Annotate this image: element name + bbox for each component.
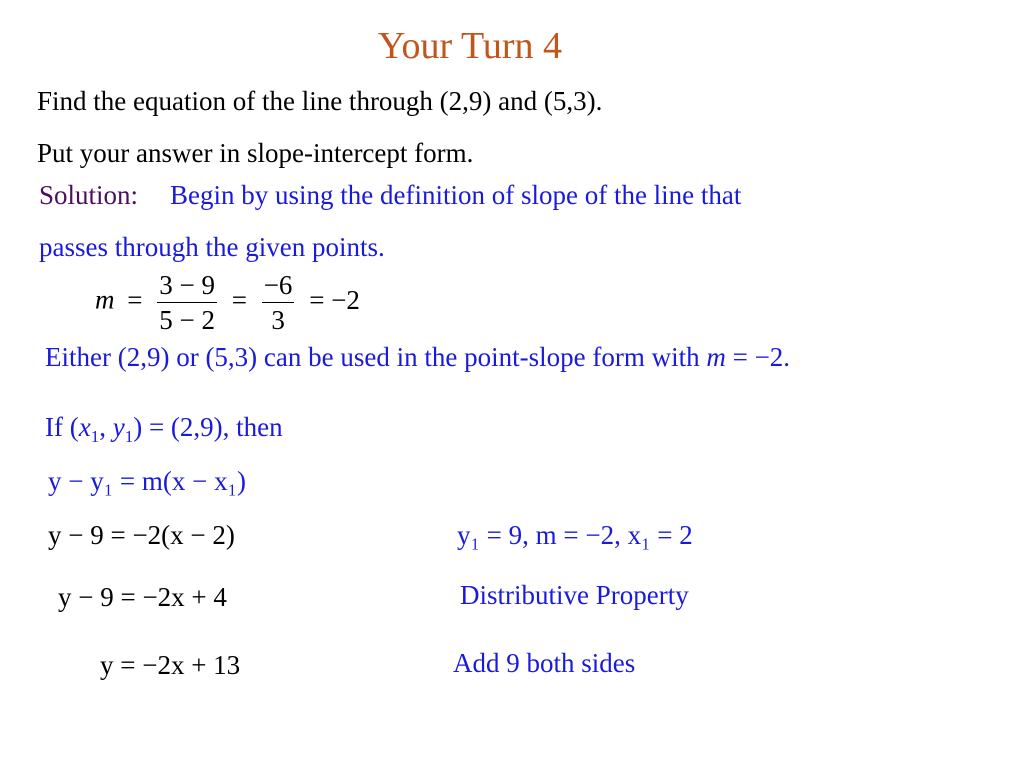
- slope-num-2: −6: [263, 270, 293, 300]
- slope-eq-1: =: [127, 284, 143, 315]
- slope-fraction-1: [155, 268, 219, 337]
- slope-den-1: 5 − 2: [159, 305, 215, 335]
- step-note-4: Add 9 both sides: [453, 648, 636, 678]
- solution-text-2: passes through the given points.: [39, 232, 385, 262]
- slope-num-1: 3 − 9: [159, 270, 215, 300]
- if-x: x: [78, 412, 91, 442]
- step-note-3: Distributive Property: [460, 580, 689, 610]
- step-equation-3: y − 9 = −2x + 4: [58, 582, 227, 612]
- step-equation-2: y − 9 = −2(x − 2): [48, 520, 235, 550]
- if-comma: ,: [99, 412, 113, 442]
- step-equation-1: y − y₁ = m(x − x₁): [48, 466, 246, 496]
- page-title: Your Turn 4: [377, 25, 563, 67]
- if-prefix: If (: [45, 412, 79, 442]
- slope-den-2: 3: [271, 305, 285, 335]
- step-note-2: y₁ = 9, m = −2, x₁ = 2: [457, 520, 693, 550]
- either-m: m: [706, 342, 726, 372]
- either-value: = −2.: [725, 342, 791, 372]
- solution-label: Solution:: [39, 180, 139, 210]
- slope-fraction-2: [260, 268, 297, 337]
- if-sub-2: 1: [124, 427, 134, 446]
- solution-text-1: Begin by using the definition of slope of the line that: [170, 180, 742, 210]
- either-text: Either (2,9) or (5,3) can be used in the point-slope form with: [45, 342, 700, 372]
- slope-var: m: [95, 284, 115, 315]
- slope-eq-2: =: [231, 284, 247, 315]
- slope-result: = −2: [309, 284, 360, 315]
- slope-equation: [95, 268, 360, 337]
- if-y: y: [112, 412, 125, 442]
- if-suffix: ) = (2,9), then: [133, 412, 283, 442]
- step-equation-4: y = −2x + 13: [100, 650, 241, 680]
- problem-line-2: Put your answer in slope-intercept form.: [37, 138, 474, 168]
- if-sub-1: 1: [90, 427, 100, 446]
- problem-line-1: Find the equation of the line through (2,9) and (5,3).: [37, 86, 603, 116]
- either-line: [45, 342, 790, 373]
- if-line: [45, 412, 283, 447]
